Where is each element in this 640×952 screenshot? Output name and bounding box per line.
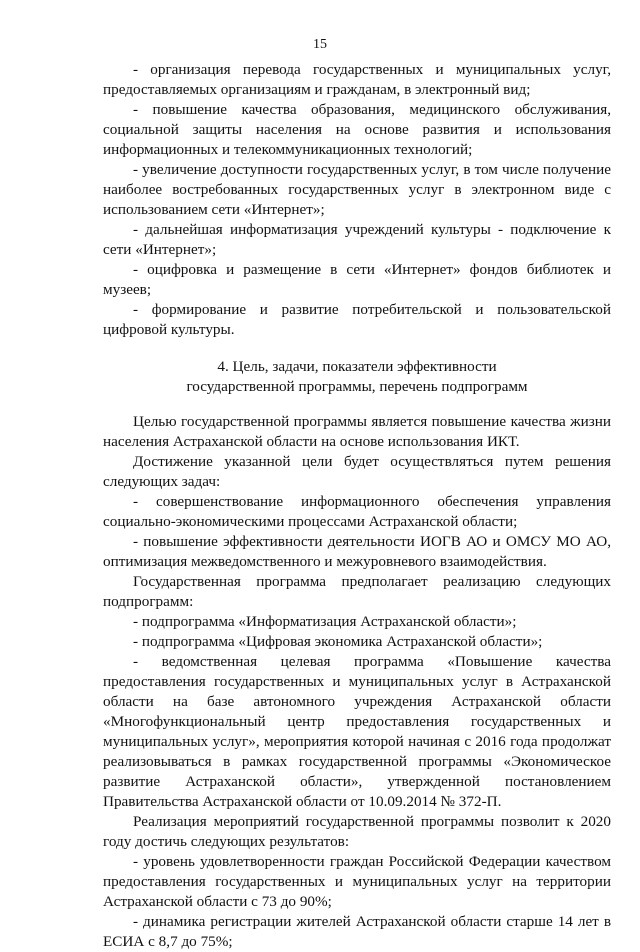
list-item: - ведомственная целевая программа «Повышение качества предоставления государственных и муниципальных услуг в Астраханской области на базе автономного учреждения Астраханской области «Многофункциональный центр предоставления государственных и муниципальных услуг», мероприятия которой начиная с 2016 года продолжат реализовываться в рамках государственной программы «Экономическое развитие Астраханской области», утвержденной постановлением Правительства Астраханской области от 10.09.2014 № 372-П. xyxy=(103,653,611,810)
list-item: - организация перевода государственных и муниципальных услуг, предоставляемых организациям и гражданам, в электронный вид; xyxy=(103,61,611,98)
document-body xyxy=(103,60,611,952)
list-item: - повышение эффективности деятельности ИОГВ АО и ОМСУ МО АО, оптимизация межведомственного и межуровневого взаимодействия. xyxy=(103,533,611,570)
list-item: - формирование и развитие потребительской и пользовательской цифровой культуры. xyxy=(103,301,611,338)
paragraph-goal: Целью государственной программы является повышение качества жизни населения Астраханской области на основе использования ИКТ. xyxy=(103,413,611,450)
list-item: - оцифровка и размещение в сети «Интернет» фондов библиотек и музеев; xyxy=(103,261,611,298)
section-heading xyxy=(103,357,611,396)
list-item: - совершенствование информационного обеспечения управления социально-экономическими процессами Астраханской области; xyxy=(103,493,611,530)
list-item: - увеличение доступности государственных услуг, в том числе получение наиболее востребованных государственных услуг в электронном виде с использованием сети «Интернет»; xyxy=(103,161,611,218)
section-heading-line-2: государственной программы, перечень подпрограмм xyxy=(186,377,528,395)
page-number: 15 xyxy=(313,37,327,52)
paragraph-subprograms-intro: Государственная программа предполагает реализацию следующих подпрограмм: xyxy=(103,573,611,610)
list-item: - повышение качества образования, медицинского обслуживания, социальной защиты населения на основе развития и использования информационных и телекоммуникационных технологий; xyxy=(103,101,611,158)
paragraph-tasks-intro: Достижение указанной цели будет осуществляться путем решения следующих задач: xyxy=(103,453,611,490)
list-item: - подпрограмма «Цифровая экономика Астраханской области»; xyxy=(133,633,543,650)
paragraph-results-intro: Реализация мероприятий государственной программы позволит к 2020 году достичь следующих результатов: xyxy=(103,813,611,850)
list-item: - уровень удовлетворенности граждан Российской Федерации качеством предоставления государственных и муниципальных услуг на территории Астраханской области с 73 до 90%; xyxy=(103,853,611,910)
list-item: - дальнейшая информатизация учреждений культуры - подключение к сети «Интернет»; xyxy=(103,221,611,258)
section-heading-line-1: 4. Цель, задачи, показатели эффективности xyxy=(217,358,497,375)
list-item: - динамика регистрации жителей Астраханской области старше 14 лет в ЕСИА с 8,7 до 75%; xyxy=(103,913,611,950)
list-item: - подпрограмма «Информатизация Астраханской области»; xyxy=(133,613,517,630)
